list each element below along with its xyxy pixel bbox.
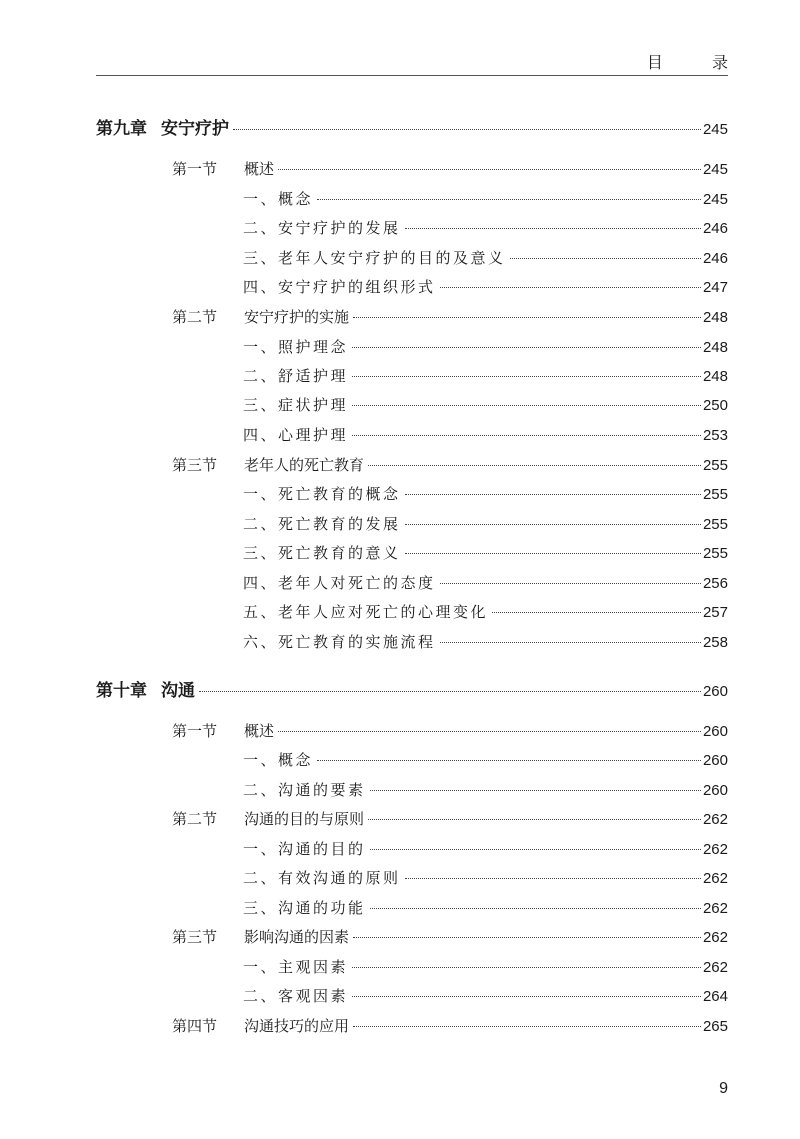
toc-entry-label <box>243 247 506 268</box>
toc-entry-number: 第三节 <box>172 928 218 946</box>
toc-entry-label <box>243 897 366 918</box>
toc-entry-label <box>243 867 401 888</box>
dot-leader <box>370 908 701 909</box>
dot-leader <box>492 612 701 613</box>
toc-entry-label <box>172 808 364 829</box>
toc-entry-page: 248 <box>702 368 728 385</box>
toc-entry-sub[interactable] <box>243 247 728 271</box>
toc-entry-sub[interactable] <box>243 631 728 655</box>
toc-entry-title: 二、沟通的要素 <box>243 781 366 799</box>
toc-entry-page: 253 <box>702 427 728 444</box>
dot-leader <box>278 731 701 732</box>
dot-leader <box>440 642 701 643</box>
toc-entry-sub[interactable] <box>243 336 728 360</box>
toc-entry-label <box>243 365 348 386</box>
toc-entry-title: 二、死亡教育的发展 <box>243 515 401 533</box>
toc-entry-title: 一、概念 <box>243 190 314 208</box>
dot-leader <box>278 169 701 170</box>
toc-entry-page: 245 <box>702 191 728 208</box>
toc-entry-title: 安宁疗护 <box>161 119 229 139</box>
dot-leader <box>405 878 701 879</box>
toc-entry-title: 四、心理护理 <box>243 426 349 444</box>
dot-leader <box>510 258 701 259</box>
toc-entry-label <box>172 306 349 327</box>
toc-entry-page: 255 <box>702 545 728 562</box>
toc-entry-page: 245 <box>702 161 728 178</box>
toc-entry-page: 246 <box>702 250 728 267</box>
toc-entry-sub[interactable] <box>243 867 728 891</box>
toc-entry-label <box>243 749 313 770</box>
toc-entry-sub[interactable] <box>243 365 728 389</box>
toc-entry-label <box>172 158 274 179</box>
toc-entry-label <box>172 720 274 741</box>
dot-leader <box>352 967 701 968</box>
toc-entry-label <box>243 572 436 593</box>
toc-entry-label <box>243 513 401 534</box>
toc-entry-label <box>243 838 366 859</box>
header-rule <box>96 75 728 76</box>
toc-entry-page: 255 <box>702 457 728 474</box>
toc-entry-label <box>243 217 401 238</box>
toc-entry-number: 第九章 <box>96 119 147 139</box>
toc-entry-page: 258 <box>702 634 728 651</box>
toc-entry-title: 五、老年人应对死亡的心理变化 <box>243 603 489 621</box>
toc-entry-title: 一、沟通的目的 <box>243 840 366 858</box>
dot-leader <box>199 691 701 692</box>
toc-entry-section[interactable] <box>172 454 728 478</box>
toc-entry-title: 一、死亡教育的概念 <box>243 485 401 503</box>
toc-entry-page: 246 <box>702 220 728 237</box>
toc-entry-title: 四、安宁疗护的组织形式 <box>243 278 436 296</box>
dot-leader <box>405 228 701 229</box>
toc-entry-title: 沟通的目的与原则 <box>244 810 365 828</box>
toc-entry-number: 第一节 <box>172 160 218 178</box>
toc-entry-title: 影响沟通的因素 <box>244 928 350 946</box>
toc-entry-number: 第四节 <box>172 1017 218 1035</box>
toc-entry-number: 第十章 <box>96 681 147 701</box>
toc-entry-page: 262 <box>702 841 728 858</box>
toc-entry-label <box>243 188 313 209</box>
dot-leader <box>352 435 701 436</box>
toc-entry-section[interactable] <box>172 306 728 330</box>
toc-entry-page: 262 <box>702 900 728 917</box>
toc-entry-sub[interactable] <box>243 749 728 773</box>
toc-entry-title: 三、沟通的功能 <box>243 899 366 917</box>
toc-entry-sub[interactable] <box>243 513 728 537</box>
toc-entry-label <box>172 926 349 947</box>
toc-entry-page: 260 <box>702 723 728 740</box>
toc-entry-title: 沟通技巧的应用 <box>244 1017 350 1035</box>
toc-entry-title: 老年人的死亡教育 <box>244 456 365 474</box>
toc-entry-sub[interactable] <box>243 779 728 803</box>
toc-entry-number: 第二节 <box>172 308 218 326</box>
toc-entry-title: 概述 <box>244 722 275 740</box>
toc-entry-section[interactable] <box>172 926 728 950</box>
toc-entry-label <box>243 601 488 622</box>
toc-entry-title: 三、老年人安宁疗护的目的及意义 <box>243 249 506 267</box>
toc-entry-label <box>243 336 348 357</box>
toc-entry-label <box>243 779 366 800</box>
toc-entry-sub[interactable] <box>243 985 728 1009</box>
toc-entry-label <box>243 394 348 415</box>
toc-entry-title: 一、照护理念 <box>243 338 349 356</box>
toc-entry-label <box>172 454 364 475</box>
dot-leader <box>353 317 701 318</box>
toc-entry-page: 255 <box>702 486 728 503</box>
dot-leader <box>352 347 701 348</box>
toc-entry-page: 260 <box>702 782 728 799</box>
page-number: 9 <box>719 1080 728 1097</box>
toc-entry-page: 260 <box>702 752 728 769</box>
toc-entry-page: 257 <box>702 604 728 621</box>
dot-leader <box>352 376 701 377</box>
dot-leader <box>317 760 701 761</box>
toc-entry-title: 一、概念 <box>243 751 314 769</box>
toc-entry-page: 256 <box>702 575 728 592</box>
toc-entry-label <box>243 956 348 977</box>
toc-entry-section[interactable] <box>172 1015 728 1039</box>
toc-entry-page: 247 <box>702 279 728 296</box>
dot-leader <box>405 494 701 495</box>
toc-entry-sub[interactable] <box>243 838 728 862</box>
toc-entry-sub[interactable] <box>243 483 728 507</box>
dot-leader <box>440 583 701 584</box>
toc-entry-title: 二、安宁疗护的发展 <box>243 219 401 237</box>
toc-entry-label <box>243 542 401 563</box>
dot-leader <box>370 790 701 791</box>
toc-entry-sub[interactable] <box>243 424 728 448</box>
toc-entry-page: 264 <box>702 988 728 1005</box>
running-header-title: 目 录 <box>646 53 750 72</box>
toc-entry-chapter[interactable] <box>96 676 728 700</box>
toc-entry-page: 262 <box>702 929 728 946</box>
toc-entry-page: 262 <box>702 959 728 976</box>
toc-entry-title: 沟通 <box>161 681 195 701</box>
toc-entry-label <box>243 424 348 445</box>
toc-entry-title: 二、舒适护理 <box>243 367 349 385</box>
toc-entry-page: 265 <box>702 1018 728 1035</box>
toc-entry-title: 一、主观因素 <box>243 958 349 976</box>
toc-entry-label <box>96 114 229 139</box>
toc-entry-number: 第二节 <box>172 810 218 828</box>
toc-entry-title: 安宁疗护的实施 <box>244 308 350 326</box>
toc-entry-sub[interactable] <box>243 601 728 625</box>
dot-leader <box>405 553 701 554</box>
toc-entry-sub[interactable] <box>243 956 728 980</box>
dot-leader <box>440 287 701 288</box>
toc-entry-label <box>96 676 195 701</box>
dot-leader <box>352 996 701 997</box>
toc-entry-title: 二、客观因素 <box>243 987 349 1005</box>
toc-entry-title: 三、死亡教育的意义 <box>243 544 401 562</box>
toc-entry-page: 262 <box>702 870 728 887</box>
toc-entry-title: 四、老年人对死亡的态度 <box>243 574 436 592</box>
toc-entry-title: 六、死亡教育的实施流程 <box>243 633 436 651</box>
toc-entry-number: 第三节 <box>172 456 218 474</box>
dot-leader <box>353 937 701 938</box>
toc-entry-title: 二、有效沟通的原则 <box>243 869 401 887</box>
toc-entry-label <box>243 276 436 297</box>
toc-entry-sub[interactable] <box>243 276 728 300</box>
dot-leader <box>353 1026 701 1027</box>
toc-entry-section[interactable] <box>172 158 728 182</box>
toc-entry-sub[interactable] <box>243 217 728 241</box>
dot-leader <box>352 405 701 406</box>
dot-leader <box>368 465 701 466</box>
dot-leader <box>370 849 701 850</box>
toc-entry-label <box>172 1015 349 1036</box>
toc-entry-page: 245 <box>702 121 728 138</box>
toc-entry-label <box>243 483 401 504</box>
toc-entry-page: 248 <box>702 339 728 356</box>
dot-leader <box>368 819 701 820</box>
dot-leader <box>405 524 701 525</box>
toc-entry-number: 第一节 <box>172 722 218 740</box>
toc-entry-section[interactable] <box>172 808 728 832</box>
toc-entry-page: 262 <box>702 811 728 828</box>
toc-entry-page: 248 <box>702 309 728 326</box>
toc-entry-section[interactable] <box>172 720 728 744</box>
toc-entry-title: 三、症状护理 <box>243 396 349 414</box>
toc-entry-chapter[interactable] <box>96 114 728 138</box>
toc-entry-sub[interactable] <box>243 897 728 921</box>
toc-entry-sub[interactable] <box>243 188 728 212</box>
toc-entry-sub[interactable] <box>243 542 728 566</box>
toc-entry-label <box>243 985 348 1006</box>
toc-entry-page: 255 <box>702 516 728 533</box>
toc-entry-sub[interactable] <box>243 572 728 596</box>
toc-entry-page: 250 <box>702 397 728 414</box>
toc-entry-sub[interactable] <box>243 394 728 418</box>
toc-entry-page: 260 <box>702 683 728 700</box>
dot-leader <box>317 199 701 200</box>
toc-entry-label <box>243 631 436 652</box>
dot-leader <box>233 129 701 130</box>
toc-entry-title: 概述 <box>244 160 275 178</box>
